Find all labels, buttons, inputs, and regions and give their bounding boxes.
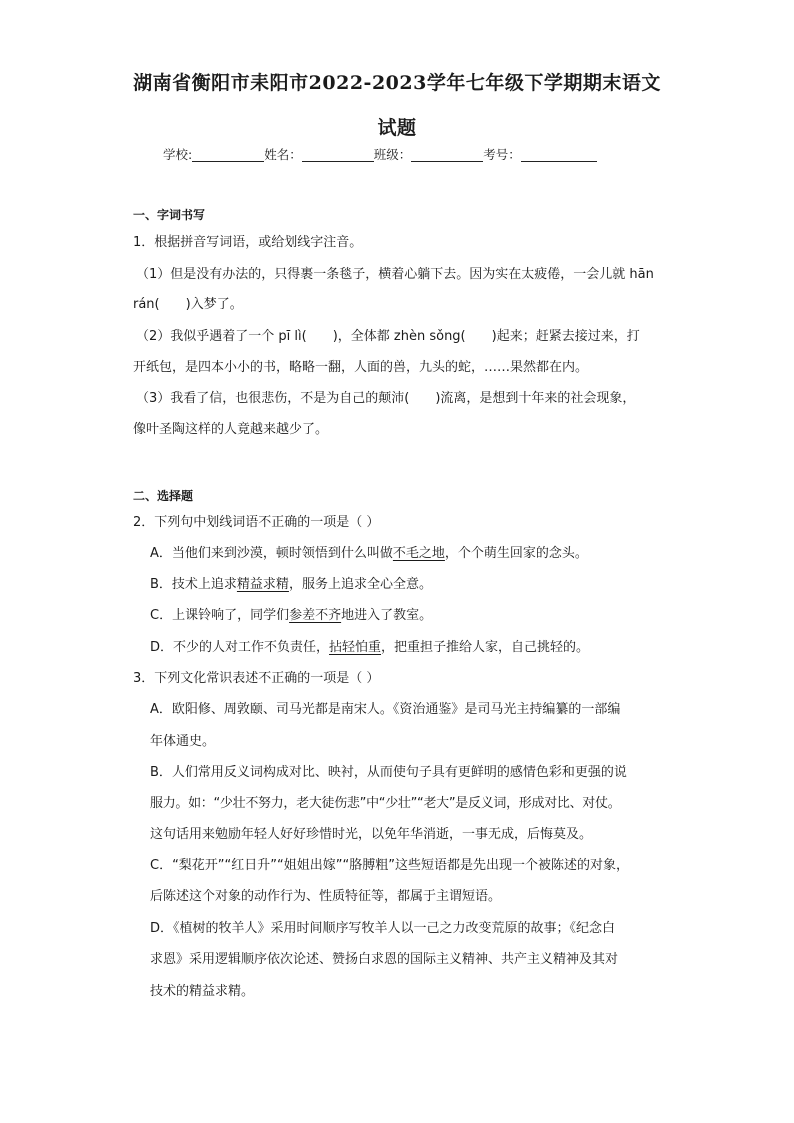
class-label: 班级： <box>373 147 412 162</box>
underlined-term: 不毛之地 <box>392 546 445 561</box>
q1-stem: 1．根据拼音写词语，或给划线字注音。 <box>133 235 363 250</box>
q3-option-a-line2: 年体通史。 <box>150 734 216 749</box>
option-text: C．上课铃响了，同学们 <box>150 608 290 623</box>
option-text: A．当他们来到沙漠，顿时领悟到什么叫做 <box>150 546 393 561</box>
q3-option-b-line2: 服力。如：“少壮不努力，老大徒伤悲”中“少壮”“老大”是反义词，形成对比、对仗。 <box>150 796 621 811</box>
q1-2-line2: 开纸包，是四本小小的书，略略一翻，人面的兽，九头的蛇，……果然都在内。 <box>133 360 589 375</box>
q1-1-pre: rán( <box>133 297 160 312</box>
option-text: B．技术上追求 <box>150 577 237 592</box>
q1-3-pre: （3）我看了信，也很悲伤，不是为自己的颠沛( <box>136 391 410 406</box>
q1-3-post: )流离，是想到十年来的社会现象， <box>435 391 636 406</box>
option-text: ，个个萌生回家的念头。 <box>444 546 588 561</box>
option-text: D．不少的人对工作不负责任， <box>150 640 330 655</box>
q2-option-c[interactable] <box>150 607 432 625</box>
q3-option-b-line1[interactable]: B．人们常用反义词构成对比、映衬，从而使句子具有更鲜明的感情色彩和更强的说 <box>150 765 627 780</box>
q2-option-d[interactable] <box>150 639 589 657</box>
q1-1-line1: （1）但是没有办法的，只得裹一条毯子，横着心躺下去。因为实在太疲倦，一会儿就 hān <box>136 267 654 282</box>
q2-stem: 2．下列句中划线词语不正确的一项是（ ） <box>133 515 380 530</box>
exam-title-line2: 试题 <box>377 117 417 139</box>
q1-3-line2: 像叶圣陶这样的人竟越来越少了。 <box>133 422 329 437</box>
q1-3-line1 <box>136 390 635 408</box>
section1-heading: 一、字词书写 <box>133 208 206 222</box>
q2-option-a[interactable] <box>150 545 588 563</box>
name-label: 姓名： <box>264 147 302 162</box>
student-info-row <box>163 145 597 163</box>
q3-option-c-line1[interactable]: C．“梨花开”“红日升”“姐姐出嫁”“胳膊粗”这些短语都是先出现一个被陈述的对象， <box>150 858 629 873</box>
q3-option-d-line1[interactable]: D．《植树的牧羊人》采用时间顺序写牧羊人以一己之力改变荒原的故事；《纪念白 <box>150 921 616 936</box>
q1-2-pre: （2）我似乎遇着了一个 pī lì( <box>136 329 307 344</box>
q3-option-b-line3: 这句话用来勉励年轻人好好珍惜时光，以免年华消逝，一事无成，后悔莫及。 <box>150 827 593 842</box>
q1-1-line2 <box>133 296 243 314</box>
class-blank[interactable] <box>411 147 483 162</box>
option-text: 地进入了教室。 <box>341 608 433 623</box>
exam-no-blank[interactable] <box>521 147 597 162</box>
option-text: ，服务上追求全心全意。 <box>288 577 432 592</box>
exam-no-label: 考号： <box>483 147 521 162</box>
school-label: 学校: <box>163 147 193 162</box>
exam-title-line1: 湖南省衡阳市耒阳市2022-2023学年七年级下学期期末语文 <box>133 72 661 94</box>
option-text: ，把重担子推给人家，自己挑轻的。 <box>381 640 590 655</box>
q3-option-d-line3: 技术的精益求精。 <box>150 984 255 999</box>
q3-stem: 3．下列文化常识表述不正确的一项是（ ） <box>133 671 380 686</box>
section2-heading: 二、选择题 <box>133 489 194 503</box>
q1-2-line1 <box>136 328 640 346</box>
underlined-term: 精益求精 <box>236 577 289 592</box>
q1-1-post: )入梦了。 <box>185 297 243 312</box>
name-blank[interactable] <box>302 147 374 162</box>
q2-option-b[interactable] <box>150 576 432 594</box>
q3-option-a-line1[interactable]: A．欧阳修、周敦颐、司马光都是南宋人。《资治通鉴》是司马光主持编纂的一部编 <box>150 702 621 717</box>
q3-option-d-line2: 求恩》采用逻辑顺序依次论述、赞扬白求恩的国际主义精神、共产主义精神及其对 <box>150 952 619 967</box>
q3-option-c-line2: 后陈述这个对象的动作行为、性质特征等，都属于主谓短语。 <box>150 889 502 904</box>
q1-2-post: )起来；赶紧去接过来，打 <box>491 329 640 344</box>
underlined-term: 参差不齐 <box>289 608 342 623</box>
q1-2-mid: )，全体都 zhèn sǒng( <box>332 329 466 344</box>
underlined-term: 拈轻怕重 <box>329 640 382 655</box>
school-blank[interactable] <box>192 147 264 162</box>
